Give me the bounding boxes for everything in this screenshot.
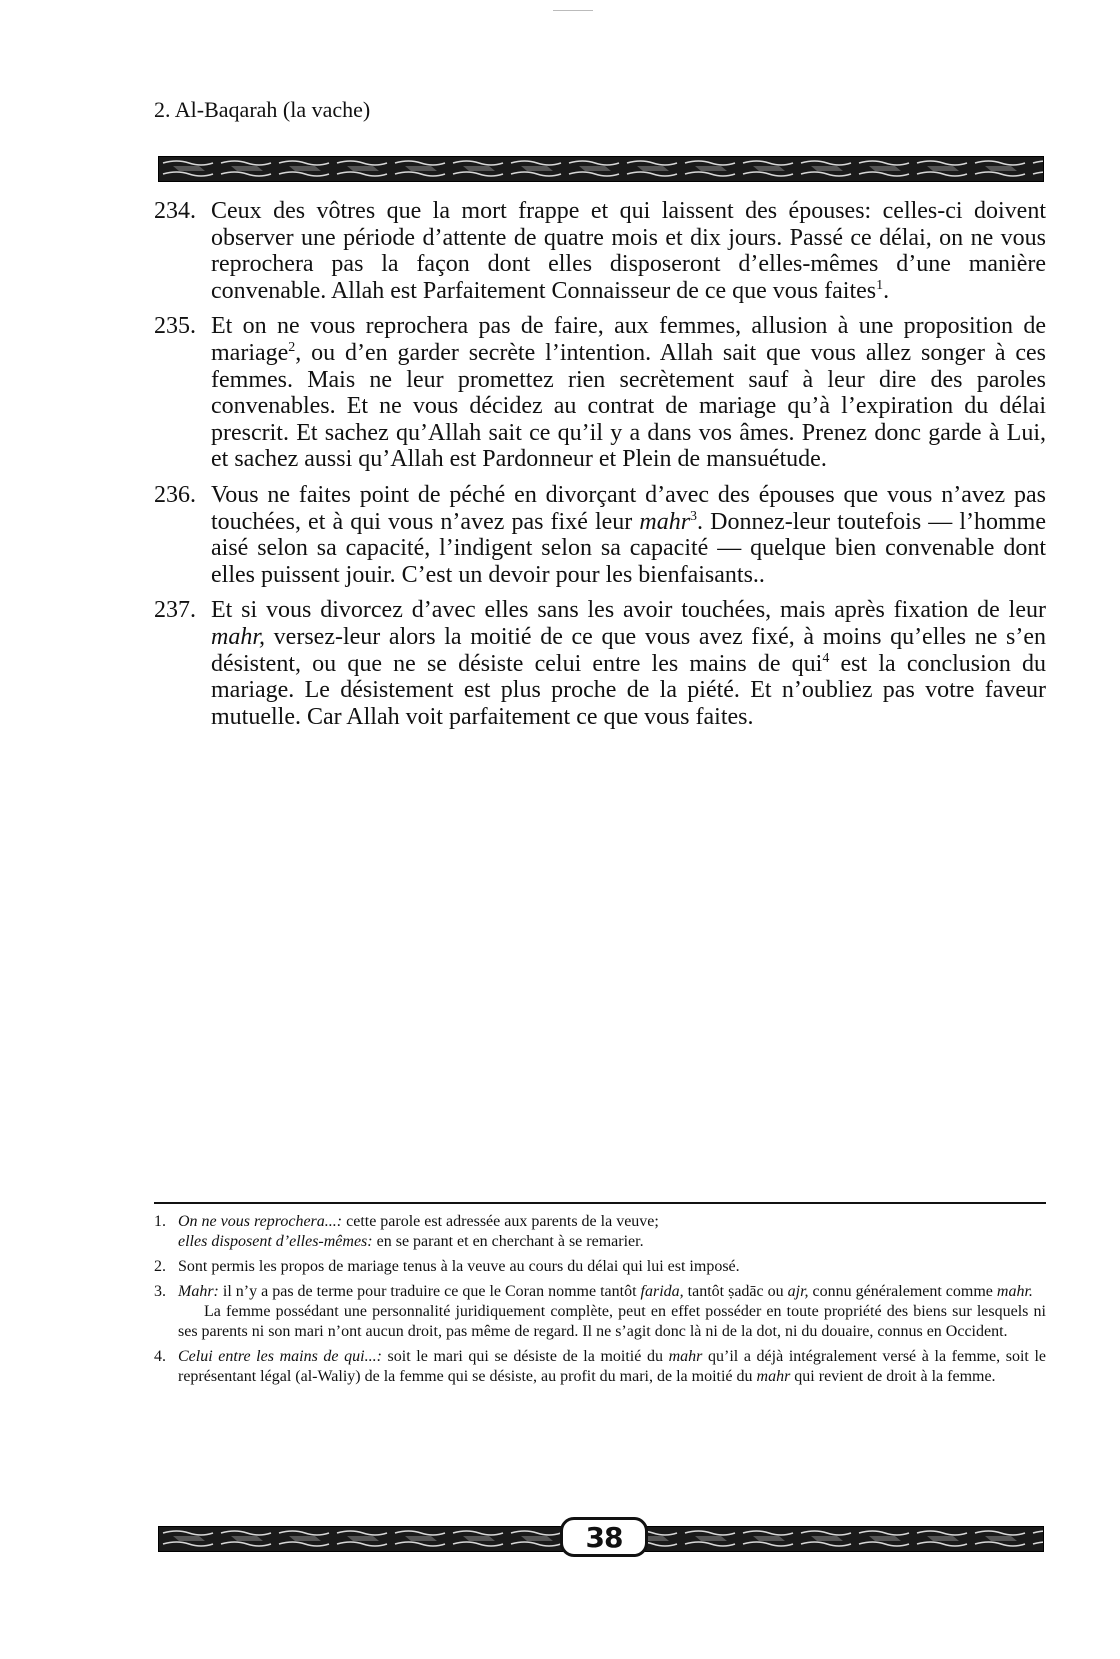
verse-number: 237. <box>154 597 196 624</box>
verse-text: Ceux des vôtres que la mort frappe et qui laissent des épouses: celles-ci doivent observer une période d’attente de quatre mois et dix jours. Passé ce délai, on ne vous reprochera pas la façon dont elles disposeront d’elles-mêmes d’une manière convenable. Allah est Parfaitement Connaisseur de ce que vous faites$^1$. <box>211 198 1046 304</box>
top-ornamental-band <box>158 156 1044 182</box>
verse-number: 234. <box>154 198 196 224</box>
footnote-list <box>154 1212 1046 1392</box>
verse-237 <box>154 597 1046 730</box>
footnote-text: On ne vous reprochera...: cette parole est adressée aux parents de la veuve; elles disposent d’elles-mêmes: en se parant et en cherchant à se remarier. <box>178 1213 659 1250</box>
footnote-number: 4. <box>154 1348 166 1365</box>
footnote-ref: 2 <box>288 339 296 355</box>
verse-text: Vous ne faites point de péché en divorçant d’avec des épouses que vous n’avez pas touchées, et à qui vous n’avez pas fixé leur mahr$^3$. Donnez-leur toutefois — l’homme aisé selon sa capacité, l’indigent selon sa capacité — quelque bien convenable dont elles puissent jouir. C’est un devoir pour les bienfaisants.. <box>211 481 1047 588</box>
footnote-number: 3. <box>154 1283 166 1300</box>
verse-number: 235. <box>154 313 196 340</box>
verse-234 <box>154 198 1046 304</box>
verse-text: Et on ne vous reprochera pas de faire, aux femmes, allusion à une proposition de mariage$^2$, ou d’en garder secrète l’intention. Allah sait que vous allez songer à ces femmes. Mais ne leur promettez rien secrètement sauf à leur dire des paroles convenables. Et ne vous décidez au contrat de mariage qu’à l’expiration du délai prescrit. Et sachez qu’Allah sait ce qu’il y a dans vos âmes. Prenez donc garde à Lui, et sachez aussi qu’Allah est Pardonneur et Plein de mansuétude. <box>211 313 1046 473</box>
verse-235 <box>154 313 1046 473</box>
footnote-ref: 1 <box>876 277 884 293</box>
footnote-4 <box>154 1347 1046 1387</box>
footnote-ref: 4 <box>822 650 830 666</box>
footnote-2 <box>154 1257 1046 1277</box>
footnote-ref: 3 <box>690 508 698 524</box>
footnote-1 <box>154 1212 1046 1252</box>
verse-number: 236. <box>154 481 196 508</box>
footnote-number: 1. <box>154 1213 166 1230</box>
page-number: 38 <box>560 1517 648 1557</box>
running-header: 2. Al-Baqarah (la vache) <box>154 97 371 122</box>
top-crop-mark <box>553 10 593 11</box>
footnote-text: Sont permis les propos de mariage tenus à la veuve au cours du délai qui lui est imposé. <box>178 1258 740 1275</box>
verse-list <box>154 198 1046 739</box>
verse-text: Et si vous divorcez d’avec elles sans les avoir touchées, mais après fixation de leur mahr, versez-leur alors la moitié de ce que vous avez fixé, à moins qu’elles ne s’en désistent, ou que ne se désiste celui entre les mains de qui$^4$ est la conclusion du mariage. Le désistement est plus proche de la piété. Et n’oubliez pas votre faveur mutuelle. Car Allah voit parfaitement ce que vous faites. <box>211 597 1046 730</box>
footnote-3 <box>154 1282 1046 1342</box>
footnote-text: Mahr: il n’y a pas de terme pour traduire ce que le Coran nomme tantôt farida, tantôt ṣadāc ou ajr, connu généralement comme mahr. La femme possédant une personnalité juridiquement complète, peut en effet posséder en toute propriété des biens sur lesquels ni ses parents ni son mari n’ont aucun droit, pas même de regard. Il ne s’agit donc là ni de la dot, ni du douaire, connus en Occident. <box>178 1283 1046 1340</box>
verse-236 <box>154 482 1046 588</box>
footnote-number: 2. <box>154 1258 166 1275</box>
footnote-text: Celui entre les mains de qui...: soit le mari qui se désiste de la moitié du mahr qu’il a déjà intégralement versé à la femme, soit le représentant légal (al-Waliy) de la femme qui se désiste, au profit du mari, de la moitié du mahr qui revient de droit à la femme. <box>178 1348 1046 1385</box>
footnote-divider <box>154 1202 1046 1204</box>
